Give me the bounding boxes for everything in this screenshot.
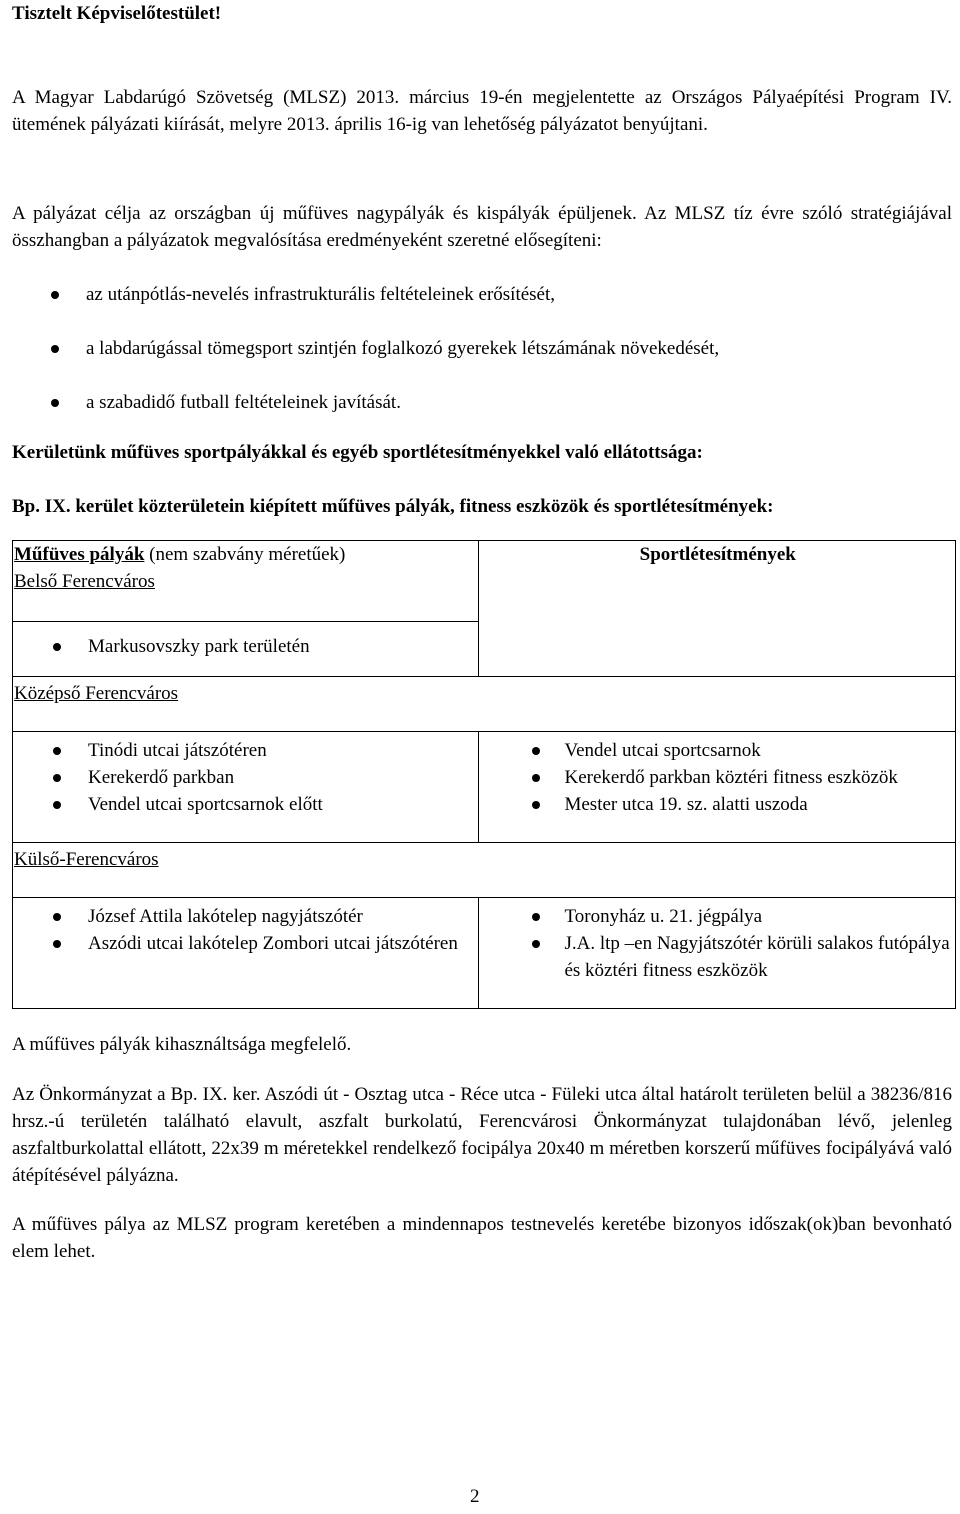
fields-list	[14, 633, 478, 660]
application-paragraph: Az Önkormányzat a Bp. IX. ker. Aszódi út - Osztag utca - Réce utca - Füleki utca által határolt területen belül a 38236/816 hrsz.-ú területén található elavult, aszfalt burkolatú, Ferencvárosi Önkormányzat tulajdonában lévő, jelenleg aszfaltburkolattal ellátott, 22x39 m méretekkel rendelkező focipálya 20x40 m méretben korszerű műfüves focipályává való átépítésével pályázna.	[12, 1084, 952, 1186]
district-fields-cell	[13, 732, 479, 843]
section-heading: Kerületünk műfüves sportpályákkal és egyéb sportlétesítményekkel való ellátottsága:	[12, 442, 703, 463]
fields-list	[14, 903, 478, 957]
district-header-cell	[13, 843, 956, 898]
aim-sentence-rest: Az MLSZ tíz évre szóló stratégiájával összhangban a pályázatok megvalósítása eredményeként szeretné elősegíteni:	[12, 203, 953, 251]
list-item: Vendel utcai sportcsarnok előtt	[14, 791, 478, 818]
intro-paragraph: A Magyar Labdarúgó Szövetség (MLSZ) 2013. március 19-én megjelentette az Országos Pályaépítési Program IV. ütemének pályázati kiírását, melyre 2013. április 16-ig van lehetőség pályázatot benyújtani.	[12, 87, 952, 135]
list-item: Mester utca 19. sz. alatti uszoda	[480, 791, 955, 818]
fields-note: (nem szabvány méretűek)	[144, 544, 346, 565]
left-header-cell	[13, 541, 479, 622]
list-item: Aszódi utcai lakótelep Zombori utcai játszótéren	[14, 930, 478, 957]
facilities-title: Sportlétesítmények	[639, 544, 796, 565]
list-item: Toronyház u. 21. jégpálya	[480, 903, 955, 930]
salutation-heading: Tisztelt Képviselőtestület!	[12, 3, 222, 24]
closing-paragraph: A műfüves pálya az MLSZ program keretében a mindennapos testnevelés keretébe bizonyos időszak(ok)ban bevonható elem lehet.	[12, 1214, 952, 1262]
district-name: Külső-Ferencváros	[14, 849, 159, 870]
district-fields-cell	[13, 898, 479, 1009]
list-item: Kerekerdő parkban	[14, 764, 478, 791]
table-heading: Bp. IX. kerület közterületein kiépített műfüves pályák, fitness eszközök és sportlétesítmények:	[12, 496, 774, 517]
list-item: Markusovszky park területén	[14, 633, 478, 660]
table-header-row	[13, 541, 956, 622]
goal-item: a szabadidő futball feltételeinek javítását.	[12, 389, 952, 443]
aim-sentence: A pályázat célja az országban új műfüves nagypályák és kispályák épüljenek.	[12, 203, 637, 224]
facilities-list	[480, 903, 955, 984]
goal-item: az utánpótlás-nevelés infrastrukturális feltételeinek erősítését,	[12, 281, 952, 335]
fields-list	[14, 737, 478, 818]
district-facilities-cell	[479, 732, 956, 843]
list-item: József Attila lakótelep nagyjátszótér	[14, 903, 478, 930]
district-fields-cell	[13, 622, 479, 677]
table-row	[13, 677, 956, 732]
district-name: Középső Ferencváros	[14, 683, 179, 704]
page-number: 2	[470, 1486, 480, 1507]
table-row	[13, 732, 956, 843]
district-header-cell	[13, 677, 956, 732]
list-item: J.A. ltp –en Nagyjátszótér körüli salakos futópálya és köztéri fitness eszközök	[480, 930, 955, 984]
fields-title: Műfüves pályák	[14, 544, 145, 565]
district-name: Belső Ferencváros	[14, 571, 155, 592]
goals-list	[12, 281, 952, 443]
aim-paragraph	[12, 200, 952, 254]
right-header-cell	[479, 541, 956, 677]
usage-sentence: A műfüves pályák kihasználtsága megfelelő.	[12, 1034, 352, 1055]
list-item: Vendel utcai sportcsarnok	[480, 737, 955, 764]
facilities-table	[12, 540, 956, 1009]
list-item: Kerekerdő parkban köztéri fitness eszközök	[480, 764, 955, 791]
district-facilities-cell	[479, 898, 956, 1009]
list-item: Tinódi utcai játszótéren	[14, 737, 478, 764]
left-column-title	[14, 541, 478, 568]
table-row	[13, 898, 956, 1009]
table-row	[13, 843, 956, 898]
goal-item: a labdarúgással tömegsport szintjén foglalkozó gyerekek létszámának növekedését,	[12, 335, 952, 389]
facilities-list	[480, 737, 955, 818]
